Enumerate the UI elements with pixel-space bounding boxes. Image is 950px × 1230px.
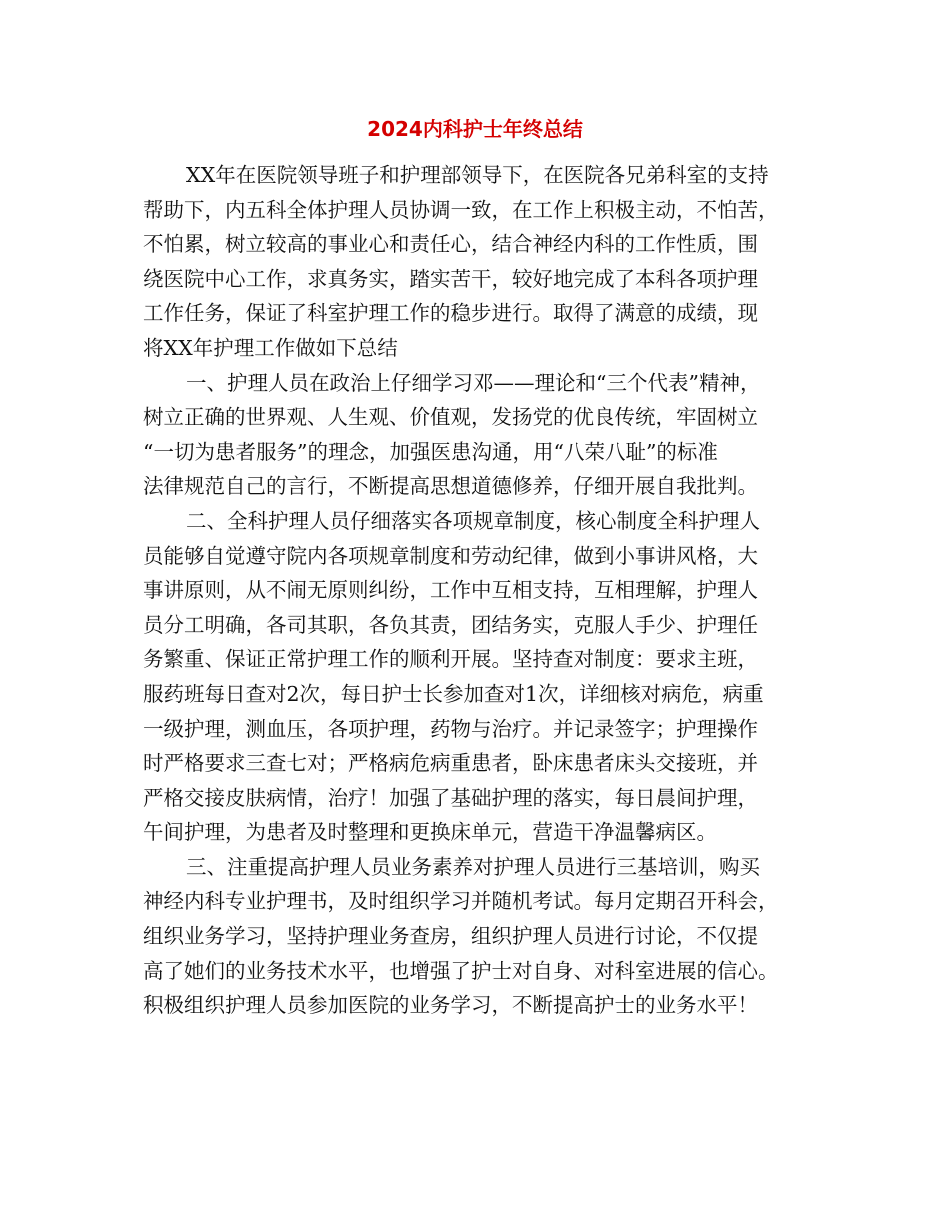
text-line: 神经内科专业护理书，及时组织学习并随机考试。每月定期召开科会，	[143, 889, 779, 914]
text-line: 服药班每日查对2次，每日护士长参加查对1次，详细核对病危，病重	[143, 681, 764, 706]
text-line: 绕医院中心工作，求真务实，踏实苦干，较好地完成了本科各项护理	[143, 266, 758, 291]
document-body	[143, 158, 811, 1023]
text-line: 员能够自觉遵守院内各项规章制度和劳动纪律，做到小事讲风格，大	[143, 543, 758, 568]
text-line: 员分工明确，各司其职，各负其责，团结务实，克服人手少、护理任	[143, 612, 758, 637]
paragraph-1	[143, 158, 811, 366]
text-line: 一级护理，测血压，各项护理，药物与治疗。并记录签字；护理操作	[143, 716, 758, 741]
text-line: 将XX年护理工作做如下总结	[143, 335, 398, 360]
paragraph-3	[143, 504, 811, 850]
text-line: 事讲原则，从不闹无原则纠纷，工作中互相支持，互相理解，护理人	[143, 578, 758, 603]
text-line: 时严格要求三查七对；严格病危病重患者，卧床患者床头交接班，并	[143, 751, 758, 776]
text-line: 严格交接皮肤病情，治疗！加强了基础护理的落实，每日晨间护理，	[143, 785, 758, 810]
text-line: 三、注重提高护理人员业务素养对护理人员进行三基培训，购买	[186, 854, 760, 879]
text-line: 不怕累，树立较高的事业心和责任心，结合神经内科的工作性质，围	[143, 232, 758, 257]
text-line: XX年在医院领导班子和护理部领导下，在医院各兄弟科室的支持	[186, 163, 769, 187]
text-line: “一切为患者服务”的理念，加强医患沟通，用“八荣八耻”的标准	[143, 439, 718, 464]
text-line: 二、全科护理人员仔细落实各项规章制度，核心制度全科护理人	[186, 508, 760, 533]
text-line: 树立正确的世界观、人生观、价值观，发扬党的优良传统，牢固树立	[143, 405, 758, 430]
text-line: 帮助下，内五科全体护理人员协调一致，在工作上积极主动，不怕苦，	[143, 197, 779, 222]
text-line: 一、护理人员在政治上仔细学习邓——理论和“三个代表”精神，	[186, 370, 761, 395]
text-line: 积极组织护理人员参加医院的业务学习，不断提高护士的业务水平！	[143, 993, 758, 1018]
paragraph-4	[143, 850, 811, 1023]
text-line: 高了她们的业务技术水平，也增强了护士对自身、对科室进展的信心。	[143, 958, 779, 983]
paragraph-2	[143, 366, 811, 504]
text-line: 午间护理，为患者及时整理和更换床单元，营造干净温馨病区。	[143, 820, 717, 845]
text-line: 法律规范自己的言行，不断提高思想道德修养，仔细开展自我批判。	[143, 474, 758, 499]
text-line: 务繁重、保证正常护理工作的顺利开展。坚持查对制度：要求主班，	[143, 647, 758, 672]
text-line: 组织业务学习，坚持护理业务查房，组织护理人员进行讨论，不仅提	[143, 924, 758, 949]
document-title: 2024内科护士年终总结	[367, 117, 583, 141]
text-line: 工作任务，保证了科室护理工作的稳步进行。取得了满意的成绩，现	[143, 301, 758, 326]
